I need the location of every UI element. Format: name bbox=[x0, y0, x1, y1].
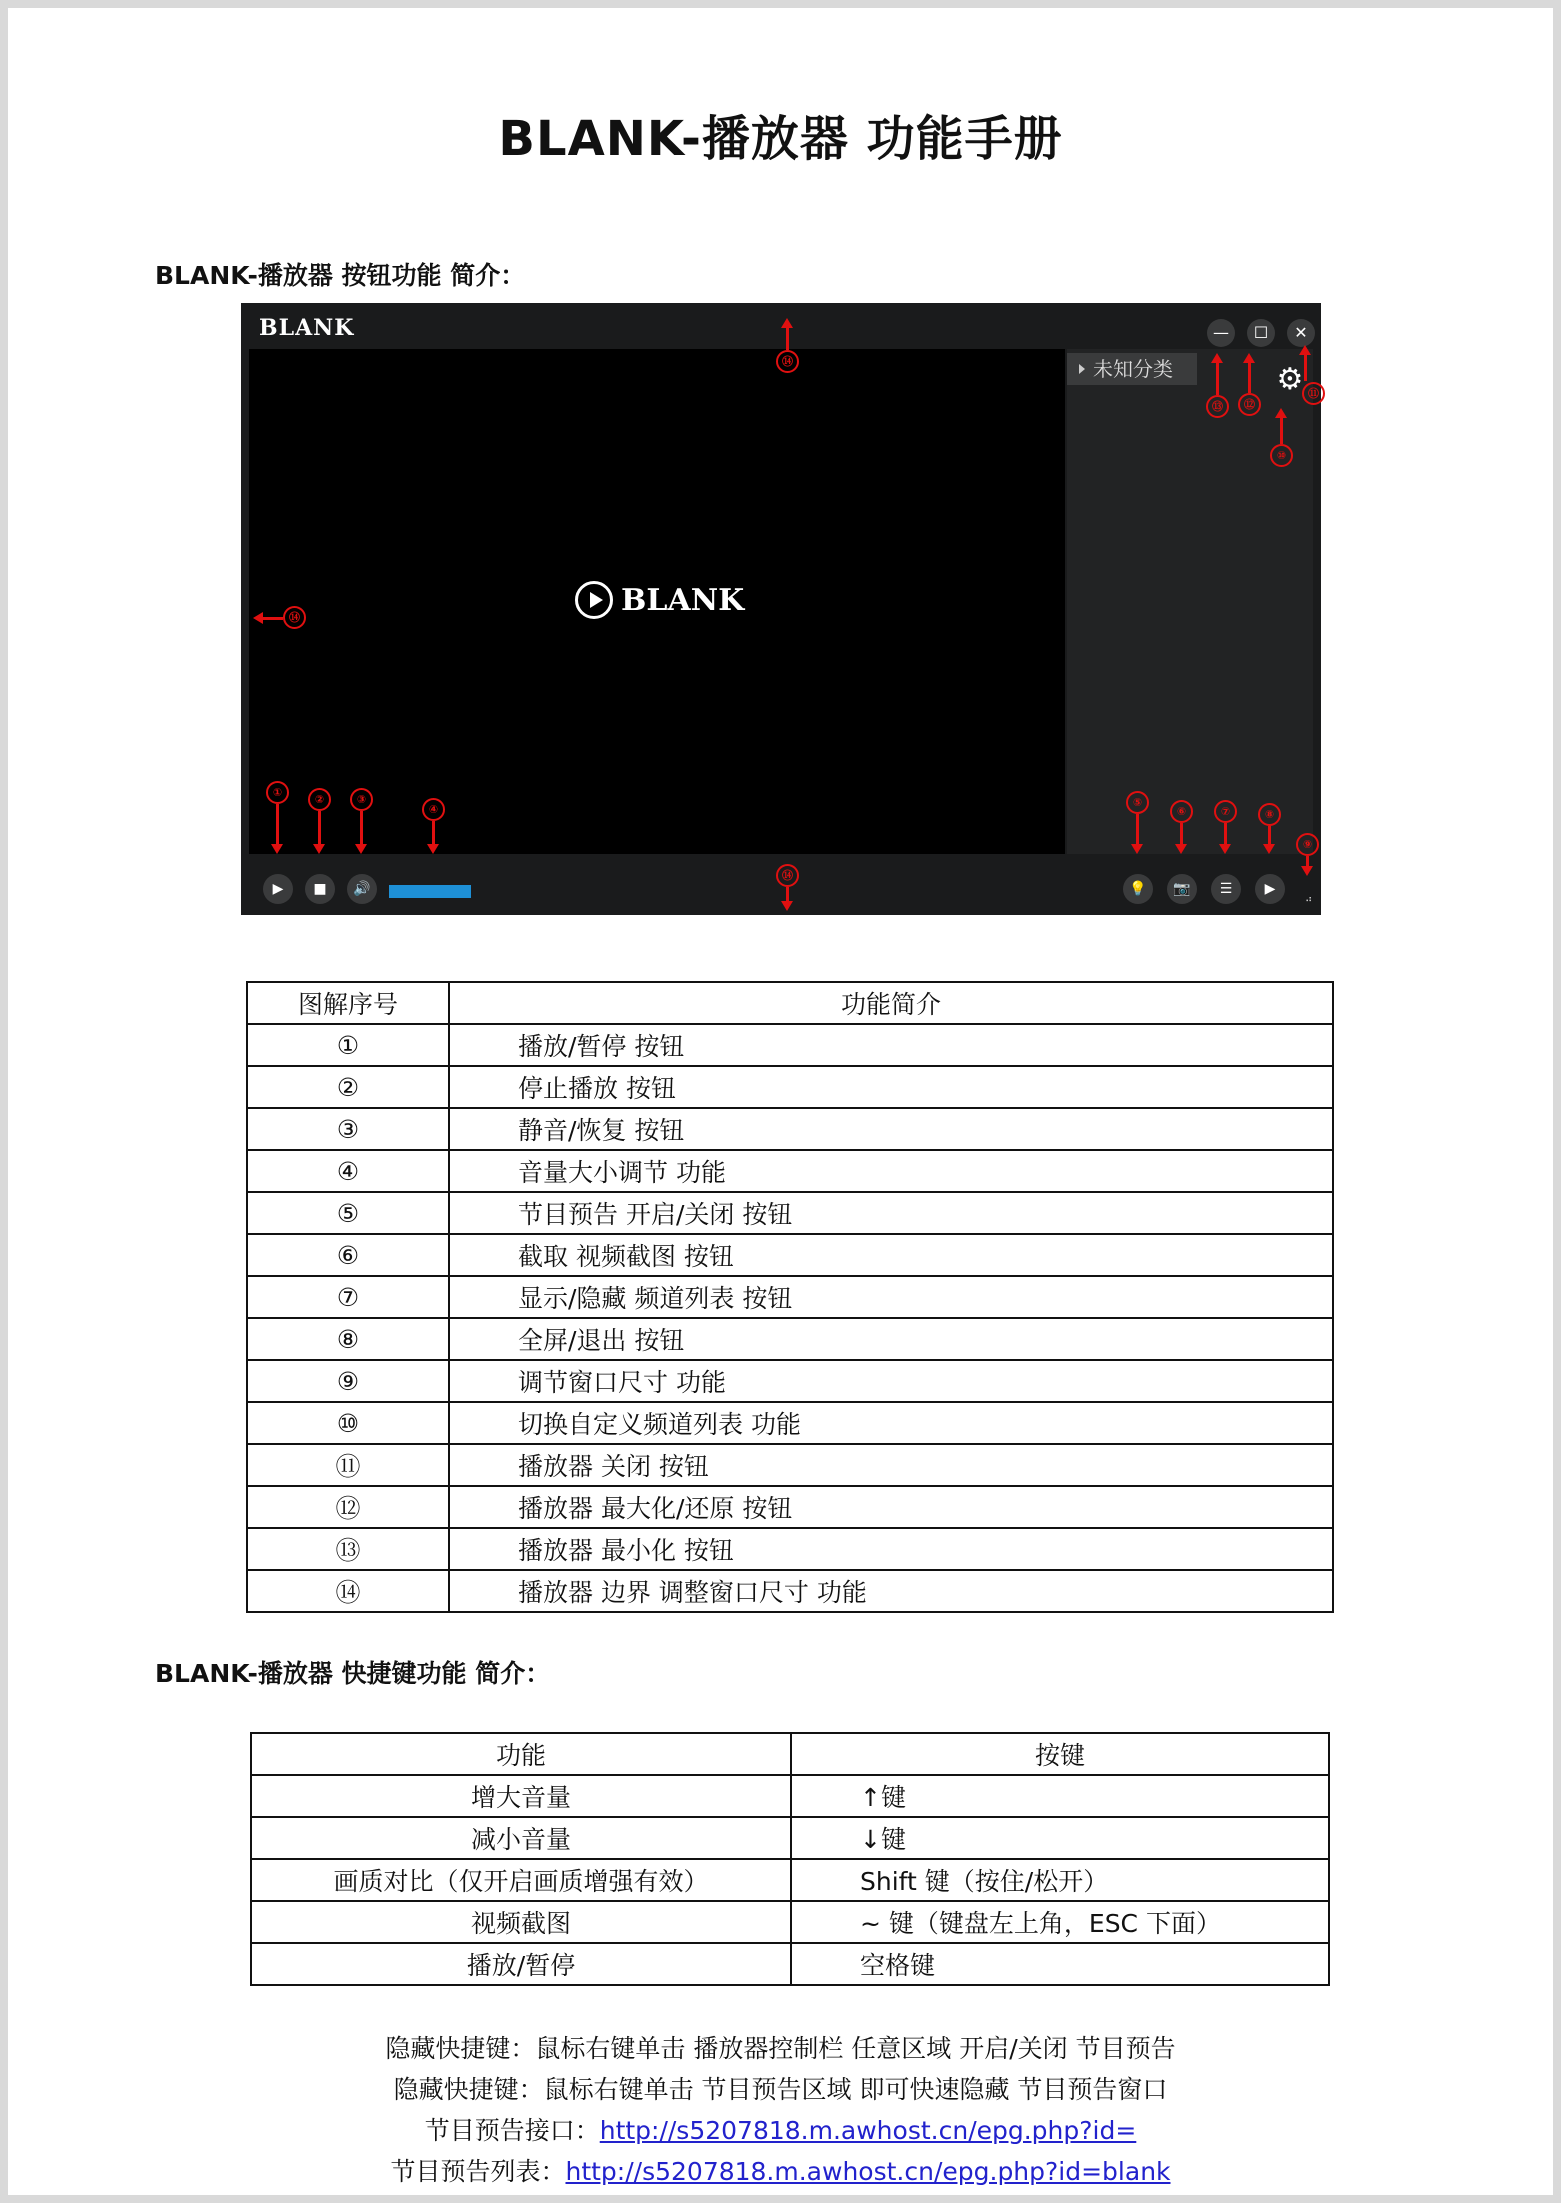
table-row bbox=[247, 1276, 1333, 1318]
fullscreen-icon: ▶ bbox=[1264, 881, 1276, 897]
annotation-arrow bbox=[1248, 363, 1251, 393]
list-icon: ☰ bbox=[1219, 881, 1233, 897]
logo-play-icon bbox=[575, 581, 613, 619]
table-cell-description: 播放器 关闭 按钮 bbox=[449, 1444, 1333, 1486]
table-cell-number: ⑧ bbox=[247, 1318, 449, 1360]
table-cell-function: 减小音量 bbox=[251, 1817, 791, 1859]
stop-icon: ■ bbox=[313, 881, 327, 897]
table-row bbox=[251, 1817, 1329, 1859]
table-cell-number: ⑬ bbox=[247, 1528, 449, 1570]
annotation-14-bottom: ⑭ bbox=[776, 864, 799, 887]
close-button[interactable] bbox=[1287, 319, 1315, 347]
volume-icon: 🔊 bbox=[353, 881, 371, 897]
table-cell-key: Shift 键（按住/松开） bbox=[791, 1859, 1329, 1901]
annotation-arrow bbox=[276, 804, 279, 844]
annotation-6: ⑥ bbox=[1170, 800, 1193, 823]
annotation-arrow bbox=[786, 328, 789, 350]
annotation-arrowhead bbox=[781, 318, 793, 328]
annotation-7: ⑦ bbox=[1214, 800, 1237, 823]
annotation-arrow bbox=[1280, 418, 1283, 444]
program-preview-button[interactable] bbox=[1123, 874, 1153, 904]
play-button[interactable] bbox=[263, 874, 293, 904]
table-cell-number: ⑨ bbox=[247, 1360, 449, 1402]
annotation-arrowhead bbox=[1243, 353, 1255, 363]
annotation-4: ④ bbox=[422, 798, 445, 821]
table-cell-number: ⑫ bbox=[247, 1486, 449, 1528]
annotation-arrow bbox=[1304, 353, 1307, 381]
table-cell-number: ⑪ bbox=[247, 1444, 449, 1486]
channel-category[interactable]: 未知分类 bbox=[1067, 353, 1197, 385]
annotation-arrowhead bbox=[1219, 844, 1231, 854]
camera-icon: 📷 bbox=[1173, 881, 1191, 897]
table-cell-description: 播放/暂停 按钮 bbox=[449, 1024, 1333, 1066]
table-row bbox=[247, 1570, 1333, 1612]
section-heading-buttons: BLANK-播放器 按钮功能 简介： bbox=[155, 261, 526, 290]
annotation-3: ③ bbox=[350, 788, 373, 811]
annotation-arrow bbox=[318, 811, 321, 844]
table-header-row bbox=[251, 1733, 1329, 1775]
annotation-arrow bbox=[1268, 826, 1271, 844]
table-header-cell: 功能 bbox=[251, 1733, 791, 1775]
annotation-14-top: ⑭ bbox=[776, 350, 799, 373]
table-cell-function: 播放/暂停 bbox=[251, 1943, 791, 1985]
annotation-arrow bbox=[1306, 856, 1309, 866]
table-cell-description: 音量大小调节 功能 bbox=[449, 1150, 1333, 1192]
section-heading-shortcuts: BLANK-播放器 快捷键功能 简介： bbox=[155, 1659, 551, 1688]
table-cell-description: 切换自定义频道列表 功能 bbox=[449, 1402, 1333, 1444]
channel-list-button[interactable] bbox=[1211, 874, 1241, 904]
table-row bbox=[251, 1859, 1329, 1901]
table-row bbox=[247, 1024, 1333, 1066]
table-cell-function: 增大音量 bbox=[251, 1775, 791, 1817]
annotation-arrowhead bbox=[1211, 353, 1223, 363]
page-title: BLANK-播放器 功能手册 bbox=[498, 111, 1063, 167]
table-cell-number: ⑩ bbox=[247, 1402, 449, 1444]
table-cell-key: ↑键 bbox=[791, 1775, 1329, 1817]
annotation-14-left: ⑭ bbox=[283, 606, 306, 629]
center-logo bbox=[575, 581, 744, 619]
annotation-arrow bbox=[360, 811, 363, 844]
table-cell-number: ③ bbox=[247, 1108, 449, 1150]
table-header-cell: 图解序号 bbox=[247, 982, 449, 1024]
table-row bbox=[247, 1108, 1333, 1150]
table-cell-description: 静音/恢复 按钮 bbox=[449, 1108, 1333, 1150]
annotation-arrow bbox=[1224, 823, 1227, 844]
epg-list-link[interactable]: http://s5207818.m.awhost.cn/epg.php?id=blank bbox=[565, 2157, 1171, 2186]
annotation-10: ⑩ bbox=[1270, 444, 1293, 467]
table-row bbox=[247, 1360, 1333, 1402]
table-cell-description: 全屏/退出 按钮 bbox=[449, 1318, 1333, 1360]
close-icon: ✕ bbox=[1294, 323, 1308, 342]
table-cell-description: 播放器 最小化 按钮 bbox=[449, 1528, 1333, 1570]
annotation-arrowhead bbox=[1301, 866, 1313, 876]
table-row bbox=[247, 1150, 1333, 1192]
annotation-arrowhead bbox=[1131, 844, 1143, 854]
manual-page bbox=[8, 8, 1553, 2195]
note-label: 节目预告列表： bbox=[390, 2157, 566, 2186]
table-cell-number: ⑥ bbox=[247, 1234, 449, 1276]
player-logo: BLANK bbox=[259, 315, 355, 341]
bulb-icon: 💡 bbox=[1129, 881, 1147, 897]
annotation-8: ⑧ bbox=[1258, 803, 1281, 826]
annotation-arrowhead bbox=[1175, 844, 1187, 854]
screenshot-button[interactable] bbox=[1167, 874, 1197, 904]
epg-api-link[interactable]: http://s5207818.m.awhost.cn/epg.php?id= bbox=[599, 2116, 1137, 2145]
table-row bbox=[247, 1402, 1333, 1444]
table-row bbox=[247, 1444, 1333, 1486]
table-header-cell: 按键 bbox=[791, 1733, 1329, 1775]
table-cell-key: 空格键 bbox=[791, 1943, 1329, 1985]
table-row bbox=[247, 1066, 1333, 1108]
annotation-arrow bbox=[1216, 363, 1219, 395]
table-cell-description: 节目预告 开启/关闭 按钮 bbox=[449, 1192, 1333, 1234]
shortcut-table bbox=[250, 1732, 1330, 1986]
table-row bbox=[251, 1775, 1329, 1817]
maximize-icon: ☐ bbox=[1253, 323, 1269, 342]
annotation-arrow bbox=[263, 617, 283, 620]
annotation-11: ⑪ bbox=[1302, 382, 1325, 405]
maximize-button[interactable] bbox=[1247, 319, 1275, 347]
note-line: 隐藏快捷键：鼠标右键单击 节目预告区域 即可快速隐藏 节目预告窗口 bbox=[393, 2075, 1168, 2104]
button-function-table bbox=[246, 981, 1334, 1613]
annotation-arrowhead bbox=[1275, 408, 1287, 418]
table-header-cell: 功能简介 bbox=[449, 982, 1333, 1024]
stop-button[interactable] bbox=[305, 874, 335, 904]
resize-grip-icon: ⠴ bbox=[1305, 894, 1313, 905]
annotation-arrowhead bbox=[1263, 844, 1275, 854]
table-cell-function: 视频截图 bbox=[251, 1901, 791, 1943]
annotation-1: ① bbox=[266, 781, 289, 804]
annotation-2: ② bbox=[308, 788, 331, 811]
table-header-row bbox=[247, 982, 1333, 1024]
minimize-button[interactable] bbox=[1207, 319, 1235, 347]
table-cell-number: ⑦ bbox=[247, 1276, 449, 1318]
table-row bbox=[247, 1234, 1333, 1276]
mute-button[interactable] bbox=[347, 874, 377, 904]
table-cell-key: ~ 键（键盘左上角，ESC 下面） bbox=[791, 1901, 1329, 1943]
table-cell-number: ⑤ bbox=[247, 1192, 449, 1234]
table-row bbox=[247, 1528, 1333, 1570]
annotation-12: ⑫ bbox=[1238, 393, 1261, 416]
annotation-arrowhead bbox=[355, 844, 367, 854]
annotation-arrowhead bbox=[1299, 345, 1311, 355]
table-row bbox=[247, 1192, 1333, 1234]
table-cell-description: 停止播放 按钮 bbox=[449, 1066, 1333, 1108]
table-row bbox=[247, 1318, 1333, 1360]
annotation-5: ⑤ bbox=[1126, 791, 1149, 814]
annotation-arrowhead bbox=[427, 844, 439, 854]
gear-icon: ⚙ bbox=[1276, 362, 1304, 397]
play-icon: ▶ bbox=[272, 881, 284, 897]
annotation-arrow bbox=[432, 821, 435, 844]
annotation-arrowhead bbox=[781, 901, 793, 911]
player-window bbox=[241, 303, 1321, 915]
note-line: 隐藏快捷键：鼠标右键单击 播放器控制栏 任意区域 开启/关闭 节目预告 bbox=[385, 2034, 1176, 2063]
annotation-arrowhead bbox=[313, 844, 325, 854]
table-cell-description: 调节窗口尺寸 功能 bbox=[449, 1360, 1333, 1402]
table-cell-number: ② bbox=[247, 1066, 449, 1108]
table-cell-function: 画质对比（仅开启画质增强有效） bbox=[251, 1859, 791, 1901]
fullscreen-button[interactable] bbox=[1255, 874, 1285, 904]
note-label: 节目预告接口： bbox=[424, 2116, 600, 2145]
channel-sidebar bbox=[1067, 349, 1313, 854]
table-cell-key: ↓键 bbox=[791, 1817, 1329, 1859]
table-row bbox=[247, 1486, 1333, 1528]
note-line bbox=[8, 2110, 1553, 2151]
table-cell-number: ① bbox=[247, 1024, 449, 1066]
table-cell-description: 播放器 边界 调整窗口尺寸 功能 bbox=[449, 1570, 1333, 1612]
table-row bbox=[251, 1943, 1329, 1985]
table-cell-number: ④ bbox=[247, 1150, 449, 1192]
table-cell-description: 播放器 最大化/还原 按钮 bbox=[449, 1486, 1333, 1528]
note-line bbox=[8, 2151, 1553, 2192]
table-cell-number: ⑭ bbox=[247, 1570, 449, 1612]
table-row bbox=[251, 1901, 1329, 1943]
annotation-arrow bbox=[786, 887, 789, 901]
resize-grip[interactable] bbox=[1305, 896, 1313, 904]
annotation-arrow bbox=[1180, 823, 1183, 844]
annotation-arrowhead bbox=[271, 844, 283, 854]
center-logo-text: BLANK bbox=[621, 582, 745, 618]
annotation-arrow bbox=[1136, 814, 1139, 844]
table-cell-description: 截取 视频截图 按钮 bbox=[449, 1234, 1333, 1276]
volume-slider[interactable] bbox=[389, 885, 471, 898]
table-cell-description: 显示/隐藏 频道列表 按钮 bbox=[449, 1276, 1333, 1318]
annotation-arrowhead bbox=[253, 612, 263, 624]
notes-block bbox=[8, 2028, 1553, 2192]
annotation-13: ⑬ bbox=[1206, 395, 1229, 418]
minimize-icon: — bbox=[1213, 323, 1229, 342]
annotation-9: ⑨ bbox=[1296, 833, 1319, 856]
